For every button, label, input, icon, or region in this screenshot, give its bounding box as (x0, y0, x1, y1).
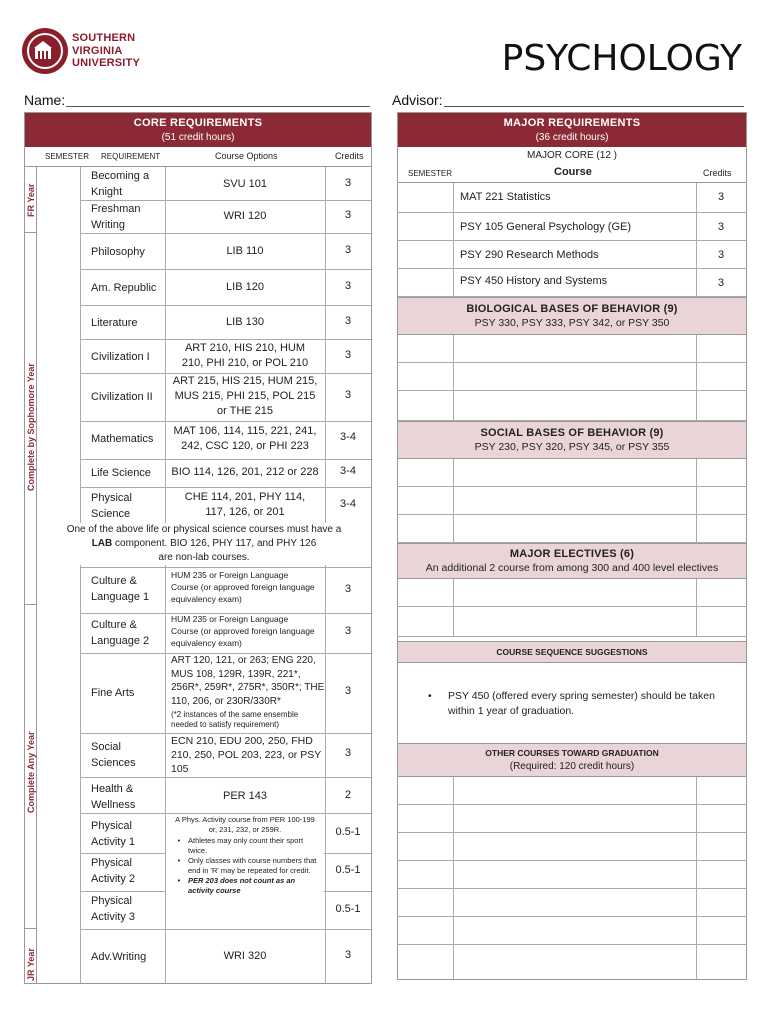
advisor-field[interactable] (444, 106, 744, 107)
opt-civ-1: ART 210, HIS 210, HUM 210, PHI 210, or POL 210 (181, 342, 309, 369)
table-row (398, 777, 746, 805)
major-requirements-table (397, 112, 747, 980)
credits: 3 (344, 177, 352, 189)
req-physical-science: Physical Science (91, 492, 132, 520)
opt-lib-120: LIB 120 (226, 281, 264, 293)
opt-physical-science: CHE 114, 201, PHY 114, 117, 126, or 201 (184, 491, 306, 518)
table-row (398, 487, 746, 515)
opt-lib-130: LIB 130 (226, 316, 264, 328)
credits: 3 (344, 244, 352, 256)
seal-icon (22, 28, 68, 74)
core-header: CORE REQUIREMENTS (51 credit hours) (25, 113, 371, 147)
other-courses-header: OTHER COURSES TOWARD GRADUATION (Required: 120 credit hours) (398, 743, 746, 777)
credits: 3 (344, 625, 352, 637)
req-health-wellness: Health & Wellness (91, 783, 136, 811)
opt-fine-arts: ART 120, 121, or 263; ENG 220, MUS 108, 129R, 139R, 221*, 256R*, 259R*, 275R*, 350R*; THE 110, 206, or 230R/330R* (171, 655, 325, 707)
table-row (398, 363, 746, 391)
opt-social-sciences: ECN 210, EDU 200, 250, FHD 210, 250, POL 203, 223, or PSY 105 (171, 735, 322, 775)
opt-culture-1: HUM 235 or Foreign Language Course (or approved foreign language equivalency exam) (171, 570, 315, 604)
credits: 0.5-1 (335, 864, 361, 876)
credits: 3 (344, 315, 352, 327)
table-row: PSY 105 General Psychology (GE) 3 (398, 213, 746, 241)
table-row (398, 579, 746, 607)
soph-year-label: Complete by Sophomore Year (26, 363, 36, 491)
req-civilization-2: Civilization II (91, 391, 153, 403)
req-adv-writing: Adv.Writing (91, 951, 147, 963)
page-title: PSYCHOLOGY (501, 38, 742, 79)
table-row (398, 459, 746, 487)
credits: 0.5-1 (335, 903, 361, 915)
credits: 3 (344, 583, 352, 595)
credits: 3-4 (340, 431, 356, 443)
social-bases-header: SOCIAL BASES OF BEHAVIOR (9) PSY 230, PSY 320, PSY 345, or PSY 355 (398, 421, 746, 459)
table-row (398, 917, 746, 945)
opt-wri-120: WRI 120 (223, 210, 267, 222)
major-electives-header: MAJOR ELECTIVES (6) An additional 2 course from among 300 and 400 level electives (398, 543, 746, 579)
logo-text: SOUTHERN VIRGINIA UNIVERSITY (72, 32, 141, 69)
credits: 3-4 (340, 465, 356, 477)
pe-note: A Phys. Activity course from PER 100-199 or, 231, 232, or 259R. • Athletes may only count their sport twice. • Only classes with course numbers that end in 'R' may be repeated for credit. • PER 203 does not count as an activity course (166, 814, 324, 928)
opt-culture-2: HUM 235 or Foreign Language Course (or approved foreign language equivalency exam) (171, 614, 315, 648)
credits: 3 (344, 349, 352, 361)
lab-note: One of the above life or physical science courses must have a LAB component. BIO 126, PHY 117, and PHY 126 are non-lab courses. (37, 523, 371, 565)
req-social-sciences: Social Sciences (91, 741, 136, 769)
req-fine-arts: Fine Arts (91, 687, 135, 699)
credits: 3 (344, 280, 352, 292)
advisor-label: Advisor: (392, 92, 443, 108)
req-philosophy: Philosophy (91, 246, 145, 258)
req-physical-activity-3: Physical Activity 3 (91, 895, 136, 923)
table-row: PSY 450 History and Systems 3 (398, 269, 746, 297)
credits: 3 (344, 685, 352, 697)
opt-math: MAT 106, 114, 115, 221, 241, 242, CSC 120, or PHI 223 (173, 425, 317, 452)
opt-lib-110: LIB 110 (226, 245, 264, 257)
req-mathematics: Mathematics (91, 433, 154, 445)
req-literature: Literature (91, 317, 138, 329)
req-becoming-a-knight: Becoming a Knight (91, 170, 150, 198)
fine-arts-note: (*2 instances of the same ensemble needed to satisfy requirement) (171, 710, 299, 729)
name-field[interactable] (66, 106, 370, 107)
credits: 3 (344, 747, 352, 759)
opt-per-143: PER 143 (222, 790, 268, 802)
req-life-science: Life Science (91, 467, 151, 479)
table-row (398, 607, 746, 637)
credits: 3-4 (340, 498, 356, 510)
core-requirements-table (24, 112, 372, 984)
jr-year-label: JR Year (26, 948, 36, 981)
opt-wri-320: WRI 320 (223, 950, 267, 962)
any-year-label: Complete Any Year (26, 731, 36, 813)
opt-svu-101: SVU 101 (222, 178, 268, 190)
credits: 3 (344, 209, 352, 221)
fr-year-label: FR Year (26, 183, 36, 217)
req-freshman-writing: Freshman Writing (91, 203, 141, 231)
table-row (398, 945, 746, 979)
req-physical-activity-2: Physical Activity 2 (91, 857, 136, 885)
req-culture-language-2: Culture & Language 2 (91, 619, 150, 647)
major-header: MAJOR REQUIREMENTS (36 credit hours) (398, 113, 746, 147)
credits: 3 (344, 949, 352, 961)
table-row: PSY 290 Research Methods 3 (398, 241, 746, 269)
opt-life-science: BIO 114, 126, 201, 212 or 228 (171, 466, 319, 478)
credits: 0.5-1 (335, 826, 361, 838)
sequence-suggestion: • PSY 450 (offered every spring semester) should be taken within 1 year of graduation. (428, 690, 715, 717)
table-row (398, 833, 746, 861)
table-row (398, 515, 746, 543)
core-column-header: SEMESTER REQUIREMENT Course Options Credits (25, 147, 371, 167)
university-logo (22, 28, 172, 78)
table-row (398, 805, 746, 833)
table-row: MAT 221 Statistics 3 (398, 183, 746, 213)
credits: 3 (344, 389, 352, 401)
req-am-republic: Am. Republic (91, 282, 157, 294)
table-row (398, 889, 746, 917)
major-core-header: MAJOR CORE (12 ) SEMESTER Course Credits (398, 147, 746, 183)
table-row (398, 391, 746, 421)
credits: 2 (344, 789, 352, 801)
req-culture-language-1: Culture & Language 1 (91, 575, 150, 603)
biological-bases-header: BIOLOGICAL BASES OF BEHAVIOR (9) PSY 330, PSY 333, PSY 342, or PSY 350 (398, 297, 746, 335)
table-row (398, 861, 746, 889)
req-civilization-1: Civilization I (91, 351, 150, 363)
name-label: Name: (24, 92, 66, 108)
req-physical-activity-1: Physical Activity 1 (91, 820, 136, 848)
opt-civ-2: ART 215, HIS 215, HUM 215, MUS 215, PHI 215, POL 215 or THE 215 (172, 375, 318, 417)
table-row (398, 335, 746, 363)
course-sequence-header: COURSE SEQUENCE SUGGESTIONS (398, 641, 746, 663)
